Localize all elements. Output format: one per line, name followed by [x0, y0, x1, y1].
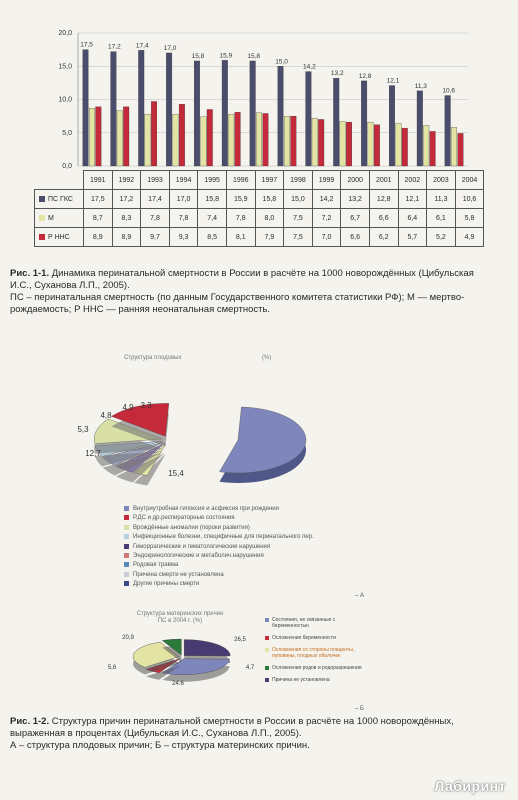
table-cell: 7,8 [226, 209, 255, 228]
bar-0-1997 [250, 61, 256, 166]
chart-bars [83, 50, 464, 166]
series-row-label [35, 228, 84, 247]
pie-b-slice-label: 26,5 [234, 637, 246, 643]
table-cell: 15,8 [198, 190, 227, 209]
pie-b-slices [133, 639, 230, 682]
legend-item [265, 635, 363, 641]
table-cell: 12,8 [369, 190, 398, 209]
legend-label: Инфекционные болезни, специфичные для перинатального пер. [133, 534, 314, 541]
y-tick-label: 10,0 [58, 96, 72, 104]
legend-swatch [124, 553, 129, 558]
top-value-label: 15,8 [247, 52, 260, 60]
table-cell: 6,7 [341, 209, 370, 228]
legend-swatch [265, 636, 269, 640]
year-header: 1996 [226, 171, 255, 190]
legend-label: Внутриутробная гипоксия и асфиксия при рождении [133, 506, 279, 512]
table-cell: 7,8 [141, 209, 170, 228]
table-cell: 7,4 [198, 209, 227, 228]
legend-item [124, 580, 314, 589]
table-cell: 10,6 [455, 190, 484, 209]
legend-swatch [124, 544, 129, 549]
bar-1-1993 [145, 114, 151, 166]
bar-0-2003 [417, 91, 423, 166]
pie-a-slice-label: 5,3 [77, 425, 89, 434]
legend-item [124, 533, 314, 542]
top-value-label: 15,9 [219, 52, 233, 60]
bar-0-1996 [222, 60, 228, 166]
pie-a-slice-label: 12,7 [85, 449, 101, 458]
pie-b-slice-0 [184, 640, 230, 656]
table-cell: 7,9 [255, 228, 284, 247]
legend-swatch [124, 572, 129, 577]
bar-value-labels [80, 42, 455, 95]
table-row [35, 190, 484, 209]
legend-label: Состояния, не связанные с беременностью [272, 617, 336, 629]
year-header: 1993 [141, 171, 170, 190]
top-value-label: 17,5 [80, 41, 93, 49]
y-tick-label: 0,0 [62, 163, 72, 170]
year-header: 2002 [398, 171, 427, 190]
bar-0-2001 [361, 81, 367, 166]
table-cell: 6,4 [398, 209, 427, 228]
table-cell: 5,7 [398, 228, 427, 247]
figure1-caption [10, 268, 480, 316]
fetal-causes-pie-chart [0, 345, 518, 505]
pie-b-title-1: Структура материнских причин [136, 611, 224, 617]
pie-b-slice-label: 4,7 [245, 665, 255, 671]
legend-item [265, 677, 363, 683]
legend-item [124, 524, 314, 533]
series-name: Р ННС [48, 233, 70, 241]
table-row [35, 209, 484, 228]
year-header: 1998 [284, 171, 313, 190]
legend-item [124, 505, 314, 514]
legend-label: Причина не установлена [272, 677, 330, 683]
table-cell: 9,7 [141, 228, 170, 247]
legend-swatch [39, 234, 45, 240]
bar-0-2000 [333, 78, 339, 166]
legend-item [265, 665, 363, 671]
series-name: ПС ГКС [48, 195, 73, 203]
year-header: 2004 [455, 171, 484, 190]
table-cell: 5,2 [427, 228, 456, 247]
legend-swatch [124, 562, 129, 567]
legend-item [124, 561, 314, 570]
bar-2-1992 [123, 107, 129, 166]
top-value-label: 17,0 [163, 44, 177, 52]
table-cell: 7,2 [312, 209, 341, 228]
bar-1-1998 [284, 116, 290, 166]
bar-1-2003 [423, 125, 429, 166]
bar-2-1993 [151, 101, 157, 166]
pie-a-slices [94, 403, 306, 485]
top-value-label: 17,2 [108, 43, 121, 51]
panel-b-marker: – Б [355, 706, 364, 712]
table-header-row [35, 171, 484, 190]
chart-grid [78, 33, 468, 166]
table-cell: 5,8 [455, 209, 484, 228]
legend-swatch [124, 525, 129, 530]
year-header: 2003 [427, 171, 456, 190]
top-value-label: 15,8 [191, 52, 205, 60]
pie-a-legend [124, 505, 314, 590]
bar-0-1999 [306, 72, 312, 166]
year-header: 1997 [255, 171, 284, 190]
table-cell: 8,5 [198, 228, 227, 247]
table-cell: 8,7 [84, 209, 113, 228]
figure1-caption-note: ПС – перинатальная смертность (по данным Государственного комитета статистики РФ); М — мертво-рождаемость; Р ННС — ранняя неонатальная смертность. [10, 292, 465, 315]
bar-2-1997 [263, 113, 269, 166]
bar-1-1991 [89, 108, 95, 166]
bar-1-2002 [396, 123, 402, 166]
bar-2-2003 [430, 131, 436, 166]
table-cell: 15,0 [284, 190, 313, 209]
legend-item [124, 543, 314, 552]
top-value-label: 11,3 [414, 82, 427, 90]
year-header: 1999 [312, 171, 341, 190]
table-cell: 7,0 [312, 228, 341, 247]
legend-item [124, 571, 314, 580]
bar-0-1994 [166, 53, 172, 166]
legend-label: Осложнения родов и родоразрешения [272, 665, 362, 671]
bar-2-1994 [179, 104, 185, 166]
table-cell: 17,0 [169, 190, 198, 209]
top-value-label: 17,4 [135, 42, 149, 50]
table-cell: 14,2 [312, 190, 341, 209]
table-cell: 17,4 [141, 190, 170, 209]
table-cell: 8,9 [84, 228, 113, 247]
legend-label: Осложнения беременности [272, 635, 336, 641]
legend-item [124, 514, 314, 523]
bar-2-1998 [291, 116, 297, 166]
bar-1-2000 [340, 121, 346, 166]
legend-swatch [265, 618, 269, 622]
figure2-caption-note: А – структура плодовых причин; Б – структура материнских причин. [10, 740, 310, 751]
year-header: 1994 [169, 171, 198, 190]
bar-2-2002 [402, 128, 408, 166]
figure1-label: Рис. 1-1. [10, 268, 50, 279]
mortality-data-table [34, 170, 484, 247]
panel-a-marker: – А [355, 593, 365, 599]
top-value-label: 12,8 [358, 72, 372, 80]
table-cell: 6,6 [341, 228, 370, 247]
bar-0-2004 [445, 96, 451, 166]
bar-2-1999 [318, 119, 324, 166]
table-cell: 8,3 [112, 209, 141, 228]
legend-swatch [39, 215, 45, 221]
year-header: 1991 [84, 171, 113, 190]
pie-b-slice-label: 20,9 [122, 635, 134, 641]
year-header: 1992 [112, 171, 141, 190]
legend-item [265, 617, 363, 629]
series-row-label [35, 209, 84, 228]
figure1-caption-text: Динамика перинатальной смертности в России в расчёте на 1000 новорождённых (Цибульская И.С., Суханова Л.П., 2005). [10, 268, 474, 291]
top-value-label: 15,0 [275, 58, 288, 66]
series-row-label [35, 190, 84, 209]
bar-1-1999 [312, 118, 318, 166]
series-name: М [48, 214, 54, 222]
y-axis-ticks [58, 30, 72, 170]
table-corner [35, 171, 84, 190]
table-cell: 15,9 [226, 190, 255, 209]
legend-swatch [265, 666, 269, 670]
bar-0-2002 [389, 86, 395, 166]
legend-swatch [124, 581, 129, 586]
pie-a-title: Структура плодовых (%) [124, 355, 272, 361]
bar-2-1995 [207, 109, 213, 166]
table-cell: 8,0 [255, 209, 284, 228]
table-cell: 7,5 [284, 209, 313, 228]
legend-label: Геморрагические и гематологические нарушения [133, 543, 271, 550]
top-value-label: 10,6 [442, 87, 455, 95]
year-header: 2001 [369, 171, 398, 190]
table-cell: 11,3 [427, 190, 456, 209]
legend-label: Эндокринологические и метаболич.нарушения [133, 553, 264, 560]
table-cell: 9,3 [169, 228, 198, 247]
pie-a-slice-label: 4,9 [122, 403, 134, 412]
pie-b-legend [265, 617, 363, 689]
legend-swatch [124, 506, 129, 511]
figure2-label: Рис. 1-2. [10, 716, 50, 727]
bar-0-1992 [111, 52, 117, 166]
top-value-label: 14,2 [303, 63, 316, 71]
bar-1-2004 [451, 127, 457, 166]
table-cell: 15,8 [255, 190, 284, 209]
legend-label: Другие причины смерти [133, 581, 200, 588]
bar-1-2001 [368, 122, 374, 166]
perinatal-mortality-bar-chart [0, 0, 518, 170]
bar-1-1992 [117, 111, 123, 166]
legend-swatch [265, 648, 269, 652]
bar-0-1995 [194, 61, 200, 166]
legend-item [124, 552, 314, 561]
legend-label: Р.ДС и др.респираторные состояния [133, 515, 235, 522]
legend-label: Врождённые аномалии (пороки развития) [133, 524, 250, 531]
labirint-watermark: Лабиринт [434, 778, 506, 794]
table-row [35, 228, 484, 247]
year-header: 2000 [341, 171, 370, 190]
table-cell: 7,5 [284, 228, 313, 247]
top-value-label: 12,1 [386, 77, 400, 85]
legend-swatch [265, 678, 269, 682]
table-cell: 17,5 [84, 190, 113, 209]
bar-1-1995 [201, 117, 207, 166]
bar-2-2004 [458, 133, 464, 166]
legend-swatch [39, 196, 45, 202]
legend-label: Осложнения со стороны плаценты, пуповины, плодных оболочек [272, 647, 355, 659]
table-cell: 6,2 [369, 228, 398, 247]
pie-b-slice-label: 5,6 [107, 665, 117, 671]
pie-a-slice-label: 15,4 [168, 469, 184, 478]
legend-label: Причина смерти не установлена [133, 571, 224, 578]
year-header: 1995 [198, 171, 227, 190]
figure2-caption-text: Структура причин перинатальной смертности в России в расчёте на 1000 новорождённых, выраженная в процентах (Цибульская И.С., Суханова Л.П., 2005). [10, 716, 454, 739]
legend-swatch [124, 515, 129, 520]
y-tick-label: 20,0 [58, 30, 72, 37]
legend-label: Родовая травма [133, 562, 179, 569]
pie-b-slice-label: 24,6 [172, 681, 184, 685]
table-cell: 6,6 [369, 209, 398, 228]
top-value-label: 13,2 [330, 70, 344, 78]
figure2-caption [10, 716, 480, 752]
bar-1-1996 [228, 114, 234, 166]
bar-1-1994 [173, 114, 179, 166]
legend-item [265, 647, 363, 659]
pie-b-title-2: ПС в 2004 г. (%) [157, 618, 203, 624]
table-cell: 8,1 [226, 228, 255, 247]
bar-0-1993 [138, 50, 144, 166]
table-cell: 7,8 [169, 209, 198, 228]
bar-2-1996 [235, 112, 241, 166]
table-cell: 6,1 [427, 209, 456, 228]
bar-0-1991 [83, 50, 89, 166]
table-cell: 4,9 [455, 228, 484, 247]
y-tick-label: 5,0 [62, 129, 72, 137]
bar-0-1998 [278, 66, 284, 166]
legend-swatch [124, 534, 129, 539]
bar-2-1991 [96, 107, 102, 166]
pie-a-slice-label: 4,8 [100, 411, 112, 420]
table-body [35, 190, 484, 247]
table-cell: 13,2 [341, 190, 370, 209]
bar-2-2001 [374, 125, 380, 166]
table-cell: 12,1 [398, 190, 427, 209]
y-tick-label: 15,0 [58, 63, 72, 71]
pie-a-slice-label: 3,3 [140, 401, 152, 410]
table-cell: 17,2 [112, 190, 141, 209]
table-cell: 8,9 [112, 228, 141, 247]
bar-2-2000 [346, 122, 352, 166]
bar-1-1997 [256, 113, 262, 166]
maternal-causes-pie-chart [100, 605, 265, 685]
